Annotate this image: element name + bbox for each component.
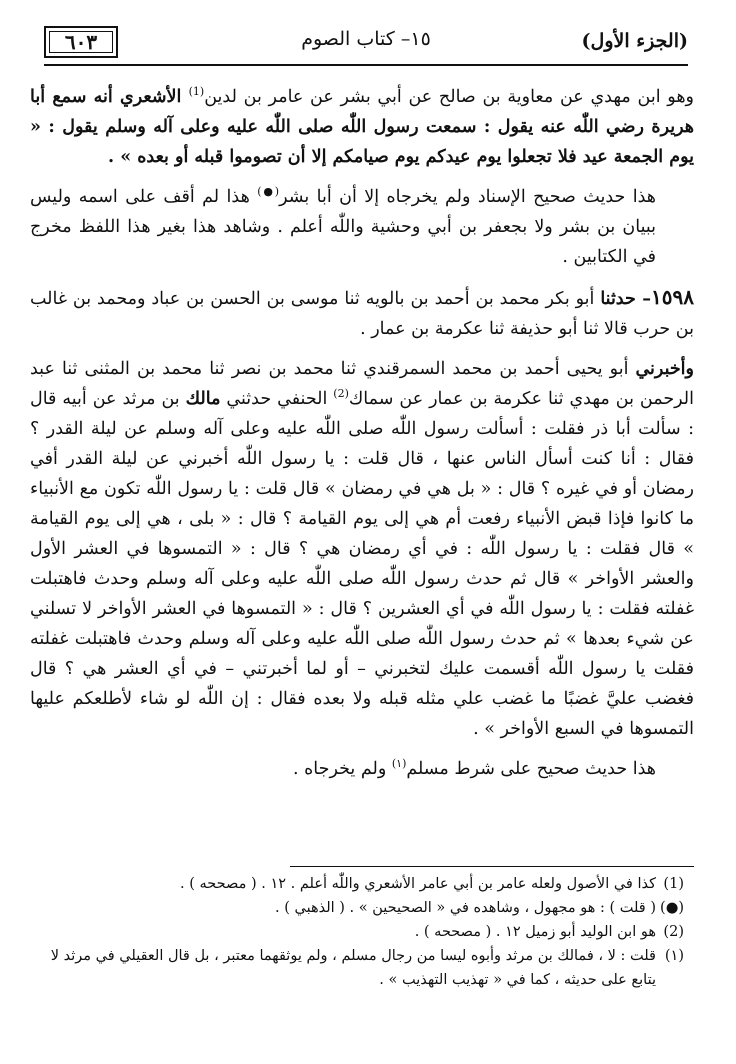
footnote-marker: (2)	[663, 924, 684, 940]
footnote-ref: (●)	[257, 185, 280, 199]
footnote-ref: (١)	[391, 757, 407, 771]
footnote-ref: (1)	[188, 85, 205, 99]
footnote	[30, 944, 694, 992]
book-title: ١٥– كتاب الصوم	[301, 28, 431, 50]
paragraph-verdict: هذا حديث صحيح على شرط مسلم$^{(١)}$ ولم يخرجاه .	[293, 757, 656, 779]
footnote	[30, 872, 694, 896]
hadith-1598: ١٥٩٨– حدثنا أبو بكر محمد بن أحمد بن بالويه ثنا موسى بن الحسن بن عباد ومحمد بن غالب بن حرب قالا ثنا أبو حذيفة ثنا عكرمة بن عمار .	[30, 285, 694, 339]
page-number: ٦٠٣	[44, 26, 118, 58]
footnote-text: كذا في الأصول ولعله عامر بن أبي عامر الأشعري واللّٰه أعلم . ١٢ . ( مصححه ) .	[180, 876, 656, 892]
hadith-chain-2: وأخبرني أبو يحيى أحمد بن محمد السمرقندي ثنا محمد بن نصر ثنا محمد بن المثنى ثنا عبد الرحمن بن مهدي ثنا عكرمة بن عمار عن سماك$^{(2)}$ الحنفي حدثني مالك بن مرثد عن أبيه قال : سألت أبا ذر فقلت : أسألت رسول اللّٰه صلى اللّٰه عليه وعلى آله وسلم عن ليلة القدر ؟ فقال : أنا كنت أسأل الناس عنها ، قال قلت : يا رسول اللّٰه أخبرني عن ليلة القدر أفي رمضان أو في غيره ؟ قال : « بل هي في رمضان » قال قلت : يا رسول اللّٰه تكون مع الأنبياء ما كانوا فإذا قبض الأنبياء رفعت أم هي إلى يوم القيامة ؟ قال : « بلى ، هي إلى يوم القيامة » قال فقلت : يا رسول اللّٰه : في أي رمضان هي ؟ قال : « التمسوها في العشر الأول والعشر الأواخر » قال ثم حدث رسول اللّٰه صلى اللّٰه عليه وعلى آله وسلم وحدث فاهتبلت غفلته فقلت : يا رسول اللّٰه في أي العشرين ؟ قال : « التمسوها في العشر الأواخر لا تسلني عن شيء بعدها » ثم حدث رسول اللّٰه صلى اللّٰه عليه وعلى آله وسلم وحدث فاهتبلت غفلته فقلت يا رسول اللّٰه أقسمت عليك لتخبرني – أو لما أخبرتني – في أي العشر هي ؟ قال فغضب عليَّ غضبًا ما غضب علي مثله قبله ولا بعده فقال : إن اللّٰه لو شاء لأطلعكم عليها التمسوها في السبع الأواخر » .	[30, 359, 694, 739]
main-text	[30, 82, 694, 784]
footnote	[30, 896, 694, 920]
footnote	[30, 920, 694, 944]
footnote-ref: (2)	[333, 387, 349, 401]
paragraph-1: وهو ابن مهدي عن معاوية بن صالح عن أبي بشر عن عامر بن لدين$^{(1)}$ الأشعري أنه سمع أبا هريرة رضي اللّٰه عنه يقول : سمعت رسول اللّٰه صلى اللّٰه عليه وعلى آله وسلم يقول : « يوم الجمعة عيد فلا تجعلوا يوم عيدكم يوم صيامكم إلا أن تصوموا قبله أو بعده » .	[30, 85, 694, 167]
footnote-text: قلت : لا ، فمالك بن مرثد وأبوه ليسا من رجال مسلم ، ولم يوثقهما معتبر ، بل قال العقيلي في مرثد لا يتابع على حديثه ، كما في « تهذيب التهذيب » .	[50, 948, 656, 988]
footnote-text: هو ابن الوليد أبو زميل ١٢ . ( مصححه ) .	[414, 924, 656, 940]
footnote-marker: (1)	[663, 876, 684, 892]
hadith-number: ١٥٩٨	[651, 285, 694, 309]
footnote-marker: (١)	[664, 948, 684, 964]
volume-label: (الجزء الأول)	[581, 30, 688, 52]
page-header	[44, 26, 688, 64]
footnote-marker: (●)	[660, 900, 684, 916]
footnote-rule	[290, 866, 694, 867]
footnotes	[30, 872, 694, 992]
footnote-text: ( قلت ) : هو مجهول ، وشاهده في « الصحيحين » . ( الذهبي ) .	[275, 900, 656, 916]
paragraph-2: هذا حديث صحيح الإسناد ولم يخرجاه إلا أن أبا بشر(●) هذا لم أقف على اسمه وليس ببيان بن بشر ولا بجعفر بن أبي وحشية واللّٰه أعلم . وشاهد هذا بغير هذا اللفظ مخرج في الكتابين .	[30, 185, 657, 267]
header-rule	[44, 64, 688, 66]
